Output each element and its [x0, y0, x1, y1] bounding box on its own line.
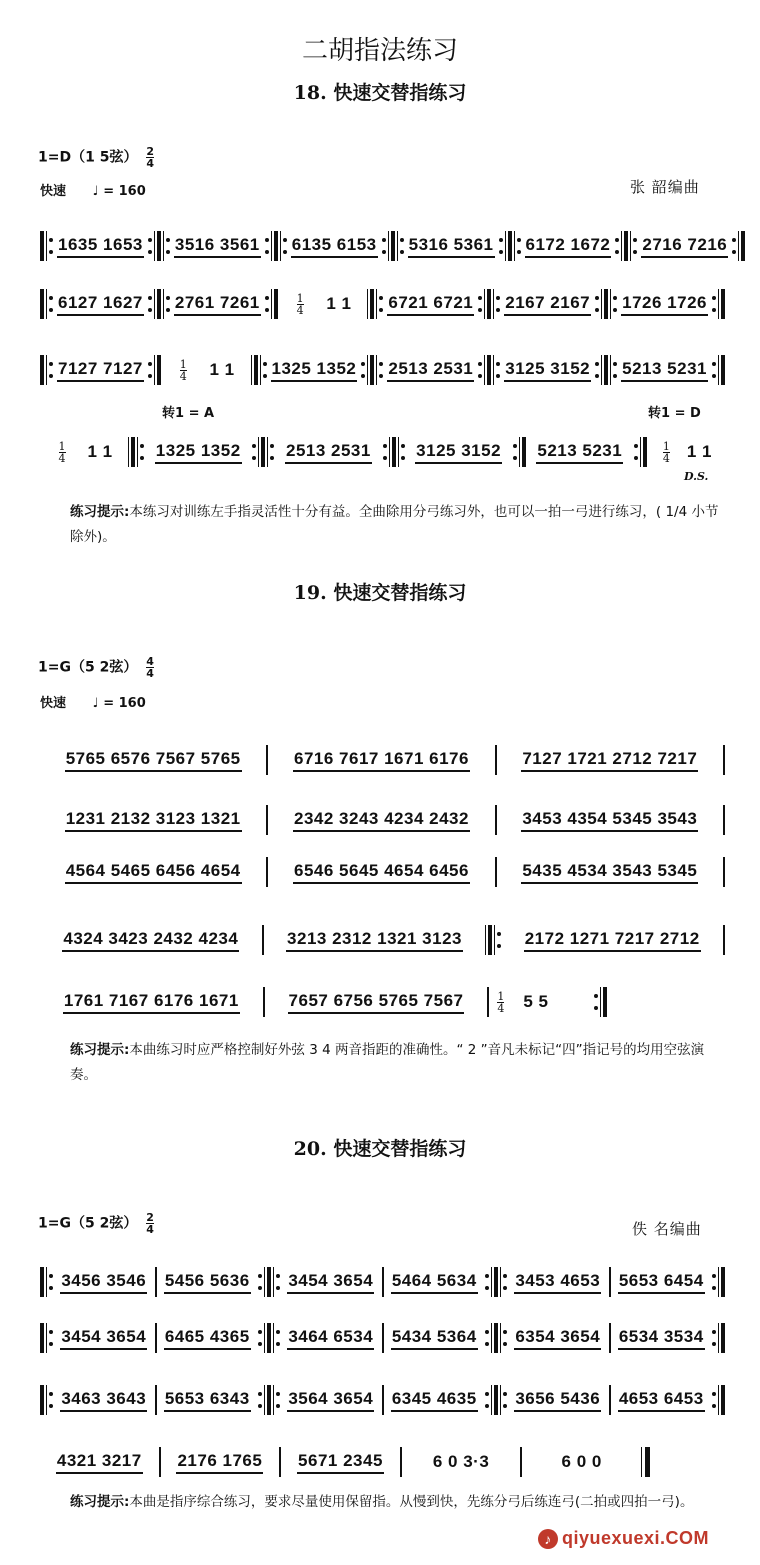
time-change: $\frac{1}{4}$ — [296, 291, 304, 317]
note-group: 1 1 — [686, 441, 712, 461]
repeat-end — [513, 437, 526, 467]
score-row — [40, 740, 725, 780]
time-change: $\frac{1}{4}$ — [662, 439, 670, 465]
repeat-end — [594, 987, 607, 1017]
note-group: 6172 1672 — [525, 235, 612, 258]
repeat-end — [712, 355, 725, 385]
exercise-20-key: 1=G（5 2弦） $\frac{2}{4}$ — [38, 1211, 154, 1236]
note-group: 4321 3217 — [56, 1451, 143, 1474]
exercise-19-tip: 练习提示:本曲练习时应严格控制好外弦 3 4 两音指距的准确性。“ 2 ”音凡未标记“四”指记号的均用空弦演奏。 — [70, 1042, 705, 1083]
note-group: 3213 2312 1321 3123 — [286, 929, 463, 952]
repeat-start — [367, 289, 383, 319]
repeat-start — [485, 925, 501, 955]
repeat-start — [128, 437, 144, 467]
note-group: 2167 2167 — [504, 293, 591, 316]
note-group: 2513 2531 — [285, 441, 372, 464]
note-group: 1635 1653 — [57, 235, 144, 258]
note-group: 6 0 0 — [561, 1451, 602, 1471]
time-change: $\frac{1}{4}$ — [58, 439, 66, 465]
note-group: 2716 7216 — [641, 235, 728, 258]
repeat-start — [40, 355, 53, 385]
note-group: 7657 6756 5765 7567 — [288, 991, 465, 1014]
exercise-20-title: 20. 快速交替指练习 — [293, 1138, 467, 1160]
note-group: 3453 4653 — [514, 1271, 601, 1294]
final-barline — [641, 1447, 650, 1477]
note-group: 2172 1271 7217 2712 — [524, 929, 701, 952]
repeat-end — [634, 437, 647, 467]
note-group: 3454 3654 — [60, 1327, 147, 1350]
exercise-19-title: 19. 快速交替指练习 — [293, 582, 467, 604]
note-group: 5213 5231 — [536, 441, 623, 464]
repeat-end-start — [485, 1385, 507, 1415]
repeat-start — [40, 231, 53, 261]
note-group: 4324 3423 2432 4234 — [62, 929, 239, 952]
repeat-end-start — [252, 437, 274, 467]
note-group: 3125 3152 — [415, 441, 502, 464]
note-group: 5456 5636 — [164, 1271, 251, 1294]
watermark: ♪ qiyuexuexi.COM — [538, 1528, 709, 1549]
note-group: 6 0 3·3 — [432, 1451, 490, 1471]
time-signature: $\frac{4}{4}$ — [146, 655, 154, 680]
repeat-end — [732, 231, 745, 261]
repeat-end-start — [485, 1267, 507, 1297]
score-row — [40, 284, 725, 324]
score-row — [40, 800, 725, 840]
score-row — [40, 982, 725, 1022]
repeat-start — [251, 355, 267, 385]
repeat-end-start — [595, 289, 617, 319]
note-group: 5653 6454 — [618, 1271, 705, 1294]
repeat-end-start — [265, 231, 287, 261]
note-group: 6135 6153 — [291, 235, 378, 258]
time-signature: $\frac{2}{4}$ — [146, 145, 154, 170]
dal-segno: D.S. — [684, 470, 709, 483]
note-group: 6534 3534 — [618, 1327, 705, 1350]
note-group: 5 5 — [523, 991, 549, 1011]
barline — [723, 745, 725, 775]
repeat-end — [712, 1323, 725, 1353]
repeat-end — [148, 355, 161, 385]
score-row — [40, 852, 725, 892]
note-group: 3564 3654 — [287, 1389, 374, 1412]
exercise-18-arranger: 张 韶编曲 — [630, 178, 700, 196]
repeat-end-start — [258, 1323, 280, 1353]
exercise-20-arranger: 佚 名编曲 — [632, 1220, 702, 1238]
note-group: 3463 3643 — [60, 1389, 147, 1412]
note-group: 3125 3152 — [504, 359, 591, 382]
note-group: 5653 6343 — [164, 1389, 251, 1412]
exercise-18-title: 18. 快速交替指练习 — [293, 82, 467, 104]
quarter-note-icon: ♩ — [92, 696, 99, 711]
note-group: 3453 4354 5345 3543 — [521, 809, 698, 832]
note-group: 3656 5436 — [514, 1389, 601, 1412]
note-group: 6354 3654 — [514, 1327, 601, 1350]
note-group: 1 1 — [326, 293, 352, 313]
note-group: 5435 4534 3543 5345 — [521, 861, 698, 884]
note-group: 1 1 — [87, 441, 113, 461]
barline — [723, 805, 725, 835]
repeat-start — [40, 289, 53, 319]
note-group: 5213 5231 — [621, 359, 708, 382]
note-group: 7127 7127 — [57, 359, 144, 382]
quarter-note-icon: ♩ — [92, 184, 99, 199]
repeat-end-start — [148, 289, 170, 319]
modulation-a: 转1 = A — [162, 406, 215, 421]
note-group: 4653 6453 — [618, 1389, 705, 1412]
score-row — [40, 1442, 650, 1482]
note-group: 5316 5361 — [408, 235, 495, 258]
note-group: 2513 2531 — [387, 359, 474, 382]
barline — [723, 925, 725, 955]
barline — [723, 857, 725, 887]
repeat-end-start — [258, 1385, 280, 1415]
score-row — [40, 1318, 725, 1358]
exercise-19-tempo: 快速 ♩ = 160 — [40, 696, 146, 711]
note-group: 6465 4365 — [164, 1327, 251, 1350]
note-group: 3464 6534 — [287, 1327, 374, 1350]
note-group: 1 1 — [209, 359, 235, 379]
repeat-end-start — [485, 1323, 507, 1353]
note-group: 1325 1352 — [155, 441, 242, 464]
time-change: $\frac{1}{4}$ — [179, 357, 187, 383]
repeat-end-start — [615, 231, 637, 261]
note-group: 2176 1765 — [176, 1451, 263, 1474]
repeat-end-start — [258, 1267, 280, 1297]
exercise-18-tempo: 快速 ♩ = 160 — [40, 184, 146, 199]
note-group: 6127 1627 — [57, 293, 144, 316]
note-group: 6716 7617 1671 6176 — [293, 749, 470, 772]
repeat-end-start — [478, 289, 500, 319]
score-row — [40, 350, 725, 390]
note-group: 1761 7167 6176 1671 — [63, 991, 240, 1014]
music-note-icon: ♪ — [538, 1529, 558, 1549]
exercise-18-key: 1=D（1 5弦） $\frac{2}{4}$ — [38, 145, 154, 170]
repeat-end-start — [499, 231, 521, 261]
repeat-start — [40, 1385, 53, 1415]
repeat-end-start — [148, 231, 170, 261]
exercise-18-tip: 练习提示:本练习对训练左手指灵活性十分有益。全曲除用分弓练习外，也可以一拍一弓进行练习，( 1/4 小节除外)。 — [70, 504, 719, 545]
score-row — [40, 920, 725, 960]
repeat-end-start — [478, 355, 500, 385]
note-group: 5765 6576 7567 5765 — [65, 749, 242, 772]
score-row — [40, 226, 728, 266]
exercise-20-tip: 练习提示:本曲是指序综合练习，要求尽量使用保留指。从慢到快，先练分弓后练连弓(二拍或四拍一弓)。 — [70, 1494, 694, 1510]
note-group: 1325 1352 — [271, 359, 358, 382]
repeat-end-start — [382, 231, 404, 261]
repeat-start — [40, 1323, 53, 1353]
note-group: 4564 5465 6456 4654 — [65, 861, 242, 884]
note-group: 6721 6721 — [387, 293, 474, 316]
repeat-end-start — [361, 355, 383, 385]
note-group: 2761 7261 — [174, 293, 261, 316]
repeat-end — [712, 289, 725, 319]
page-title: 二胡指法练习 — [301, 36, 458, 66]
score-row — [40, 1262, 725, 1302]
score-row — [40, 432, 725, 472]
score-row — [40, 1380, 725, 1420]
note-group: 7127 1721 2712 7217 — [521, 749, 698, 772]
note-group: 2342 3243 4234 2432 — [293, 809, 470, 832]
repeat-end-start — [595, 355, 617, 385]
note-group: 3454 3654 — [287, 1271, 374, 1294]
note-group: 3516 3561 — [174, 235, 261, 258]
repeat-end — [712, 1385, 725, 1415]
note-group: 3456 3546 — [60, 1271, 147, 1294]
note-group: 5671 2345 — [297, 1451, 384, 1474]
exercise-19-key: 1=G（5 2弦） $\frac{4}{4}$ — [38, 655, 154, 680]
note-group: 6345 4635 — [391, 1389, 478, 1412]
note-group: 1231 2132 3123 1321 — [65, 809, 242, 832]
time-signature: $\frac{2}{4}$ — [146, 1211, 154, 1236]
note-group: 6546 5645 4654 6456 — [293, 861, 470, 884]
repeat-end — [265, 289, 278, 319]
note-group: 5434 5364 — [391, 1327, 478, 1350]
modulation-d: 转1 = D — [648, 406, 701, 421]
repeat-start — [40, 1267, 53, 1297]
note-group: 1726 1726 — [621, 293, 708, 316]
time-change: $\frac{1}{4}$ — [497, 989, 505, 1015]
repeat-end-start — [383, 437, 405, 467]
note-group: 5464 5634 — [391, 1271, 478, 1294]
repeat-end — [712, 1267, 725, 1297]
